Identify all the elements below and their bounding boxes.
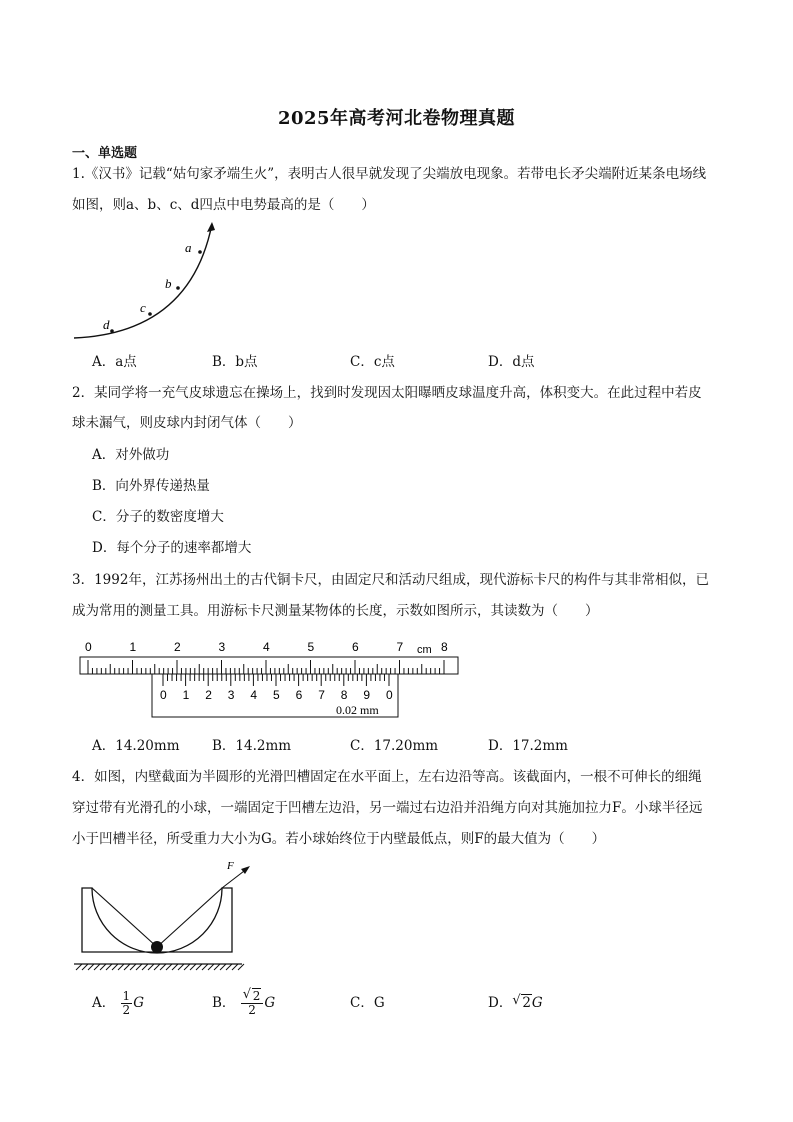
section-heading: 一、单选题 [72,146,138,161]
hatch-mark [142,964,148,970]
ground-hatching [76,964,244,970]
q3-option-d[interactable]: D．17.2mm [488,738,568,754]
q4-option-b-variable: G [264,995,276,1011]
point-b [176,286,180,290]
point-c [148,312,152,316]
main-scale-label: 4 [263,640,270,654]
hatch-mark [202,964,208,970]
vernier-precision-label: 0.02 mm [336,703,379,717]
point-a [198,250,202,254]
q4-option-a-denominator: 2 [122,1003,131,1017]
hatch-mark [136,964,142,970]
q4-option-b[interactable] [212,990,275,1017]
vernier-scale-label: 8 [340,688,348,702]
label-a: a [185,240,192,255]
hatch-mark [178,964,184,970]
q4-option-d-radicand: 2 [522,995,531,1011]
hatch-mark [82,964,88,970]
main-scale-label: 7 [396,640,404,654]
vernier-scale-label: 4 [250,688,258,702]
hatch-mark [76,964,82,970]
hatch-mark [196,964,202,970]
q1-option-d[interactable]: D．d点 [488,354,535,370]
main-scale-ticks [88,660,444,674]
hatch-mark [190,964,196,970]
hatch-mark [112,964,118,970]
q4-option-b-radicand: 2 [252,989,261,1003]
vernier-scale-label: 5 [273,688,280,702]
q1-field-line-figure [70,218,220,343]
hatch-mark [220,964,226,970]
q2-option-c[interactable]: C．分子的数密度增大 [92,509,224,525]
q3-option-b[interactable]: B．14.2mm [212,738,292,754]
q4-option-b-fraction [241,990,264,1017]
q3-option-a[interactable]: A．14.20mm [92,738,180,754]
q1-option-b[interactable]: B．b点 [212,354,258,370]
q1-text-line1: 1.《汉书》记载“姑句家矛端生火”，表明古人很早就发现了尖端放电现象。若带电长矛尖端附近某条电场线 [72,166,707,182]
field-line-arrowhead [207,222,215,232]
hatch-mark [106,964,112,970]
q4-option-d[interactable] [488,993,543,1013]
q4-option-a-fraction [121,990,133,1017]
main-scale-label: 2 [174,640,181,654]
hatch-mark [172,964,178,970]
q3-vernier-caliper-figure [78,636,462,722]
hatch-mark [208,964,214,970]
q3-text-line1: 3．1992年，江苏扬州出土的古代铜卡尺，由固定尺和活动尺组成，现代游标卡尺的构件与其非常相似，已 [72,572,709,588]
hatch-mark [214,964,220,970]
rope-left [92,888,157,947]
q4-option-d-prefix: D． [488,995,513,1011]
hatch-mark [100,964,106,970]
hatch-mark [166,964,172,970]
vernier-scale-label: 0 [386,688,393,702]
q4-option-a-prefix: A． [92,995,116,1011]
q4-option-b-numerator [241,990,264,1004]
q4-option-d-variable: G [531,995,543,1011]
hatch-mark [124,964,130,970]
hatch-mark [130,964,136,970]
q4-option-d-sqrt [512,993,532,1013]
vernier-scale-label: 3 [227,688,235,702]
q4-option-a-variable: G [133,995,144,1011]
point-d [110,329,114,333]
force-label: F [227,860,234,872]
main-scale-label: 1 [129,640,137,654]
vernier-scale-ticks [163,674,389,686]
vernier-scale-label: 9 [363,688,371,702]
main-scale-unit: cm [417,644,432,656]
q2-text-line1: 2．某同学将一充气皮球遗忘在操场上，找到时发现因太阳曝晒皮球温度升高，体积变大。在此过程中若皮 [72,385,702,401]
q4-option-b-prefix: B． [212,995,236,1011]
vernier-scale-label: 7 [318,688,325,702]
hatch-mark [226,964,232,970]
q4-option-b-denominator: 2 [248,1003,256,1017]
vernier-scale-labels [160,688,393,702]
q3-option-c[interactable]: C．17.20mm [350,738,439,754]
q2-option-d[interactable]: D．每个分子的速率都增大 [92,540,252,556]
small-ball [151,941,163,953]
hatch-mark [238,964,244,970]
main-scale-label: 3 [218,640,226,654]
q2-option-a[interactable]: A．对外做功 [92,447,170,463]
q1-text-line2: 如图，则a、b、c、d四点中电势最高的是（ ） [72,197,375,213]
hatch-mark [184,964,190,970]
q4-text-line1: 4．如图，内壁截面为半圆形的光滑凹槽固定在水平面上，左右边沿等高。该截面内，一根不可伸长的细绳 [72,769,702,785]
hatch-mark [154,964,160,970]
q2-option-b[interactable]: B．向外界传递热量 [92,478,210,494]
hatch-mark [88,964,94,970]
main-scale-label: 6 [352,640,359,654]
vernier-scale-label: 0 [160,688,167,702]
q4-text-line2: 穿过带有光滑孔的小球，一端固定于凹槽左边沿，另一端过右边沿并沿绳方向对其施加拉力F。小球半径远 [72,800,703,816]
rope-right [157,888,222,947]
q3-text-line2: 成为常用的测量工具。用游标卡尺测量某物体的长度，示数如图所示，其读数为（ ） [72,603,599,619]
q2-text-line2: 球未漏气，则皮球内封闭气体（ ） [72,415,302,431]
hatch-mark [148,964,154,970]
label-d: d [103,317,110,332]
q4-option-a[interactable] [92,990,144,1017]
main-scale-label: 5 [307,640,315,654]
vernier-scale-label: 6 [295,688,303,702]
hatch-mark [160,964,166,970]
q1-option-c[interactable]: C．c点 [350,354,395,370]
q4-text-line3: 小于凹槽半径，所受重力大小为G。若小球始终位于内壁最低点，则F的最大值为（ ） [72,831,606,847]
q4-groove-figure [72,860,252,974]
q4-option-c[interactable]: C．G [350,995,385,1011]
vernier-scale-label: 2 [205,688,212,702]
q1-option-a[interactable]: A．a点 [92,354,137,370]
vernier-scale-label: 1 [182,688,190,702]
main-scale-labels [85,640,448,654]
page-title: 2025年高考河北卷物理真题 [277,108,516,129]
hatch-mark [94,964,100,970]
main-scale-label: 0 [85,640,92,654]
q4-option-a-numerator: 1 [122,989,131,1003]
hatch-mark [232,964,238,970]
hatch-mark [118,964,124,970]
label-c: c [140,300,146,315]
q4-option-b-sqrt [243,990,262,1003]
main-scale-label: 8 [441,640,448,654]
label-b: b [165,276,172,291]
